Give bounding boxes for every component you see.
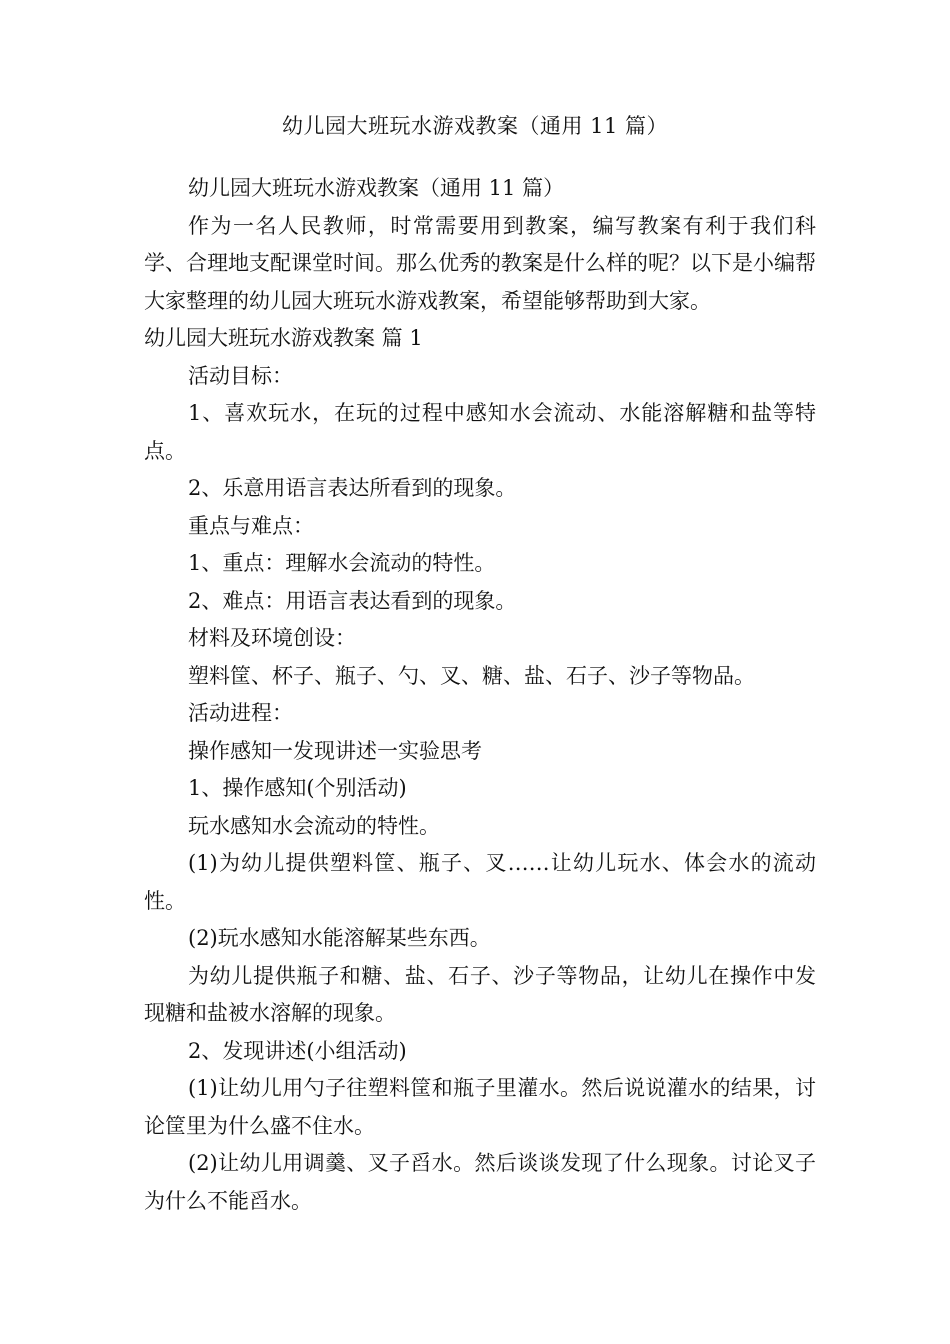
paragraph: 材料及环境创设： [188,626,356,650]
paragraph: 1、操作感知(个别活动) [188,776,407,800]
paragraph: 活动目标： [188,363,293,388]
paragraph: 作为一名人民教师，时常需要用到教案，编写教案有利于我们科学、合理地支配课堂时间。那么优秀的教案是什么样的呢？以下是小编帮大家整理的幼儿园大班玩水游戏教案，希望能够帮助到大家。 [144,213,816,313]
paragraph: 幼儿园大班玩水游戏教案（通用 11 篇） [188,176,565,200]
paragraph: 2、乐意用语言表达所看到的现象。 [188,476,517,500]
paragraph: 2、难点：用语言表达看到的现象。 [188,588,517,613]
paragraph: (2)让幼儿用调羹、叉子舀水。然后谈谈发现了什么现象。讨论叉子为什么不能舀水。 [144,1151,816,1213]
paragraph: 2、发现讲述(小组活动) [188,1038,407,1063]
paragraph: (1)为幼儿提供塑料筐、瓶子、叉……让幼儿玩水、体会水的流动性。 [144,851,816,913]
paragraph: 玩水感知水会流动的特性。 [188,813,440,838]
paragraph: 重点与难点： [188,513,314,538]
paragraph: 1、喜欢玩水，在玩的过程中感知水会流动、水能溶解糖和盐等特点。 [144,401,816,463]
paragraph: (2)玩水感知水能溶解某些东西。 [188,926,491,950]
document-body [144,170,816,1220]
paragraph: 操作感知一发现讲述一实验思考 [188,738,482,763]
section-heading: 幼儿园大班玩水游戏教案 篇 1 [144,326,423,350]
paragraph: 1、重点：理解水会流动的特性。 [188,551,496,575]
paragraph: (1)让幼儿用勺子往塑料筐和瓶子里灌水。然后说说灌水的结果，讨论筐里为什么盛不住水。 [144,1076,816,1138]
paragraph: 为幼儿提供瓶子和糖、盐、石子、沙子等物品，让幼儿在操作中发现糖和盐被水溶解的现象。 [144,963,816,1025]
document-title: 幼儿园大班玩水游戏教案（通用 11 篇） [281,114,669,138]
paragraph: 活动进程： [188,701,293,725]
paragraph: 塑料筐、杯子、瓶子、勺、叉、糖、盐、石子、沙子等物品。 [188,663,755,688]
